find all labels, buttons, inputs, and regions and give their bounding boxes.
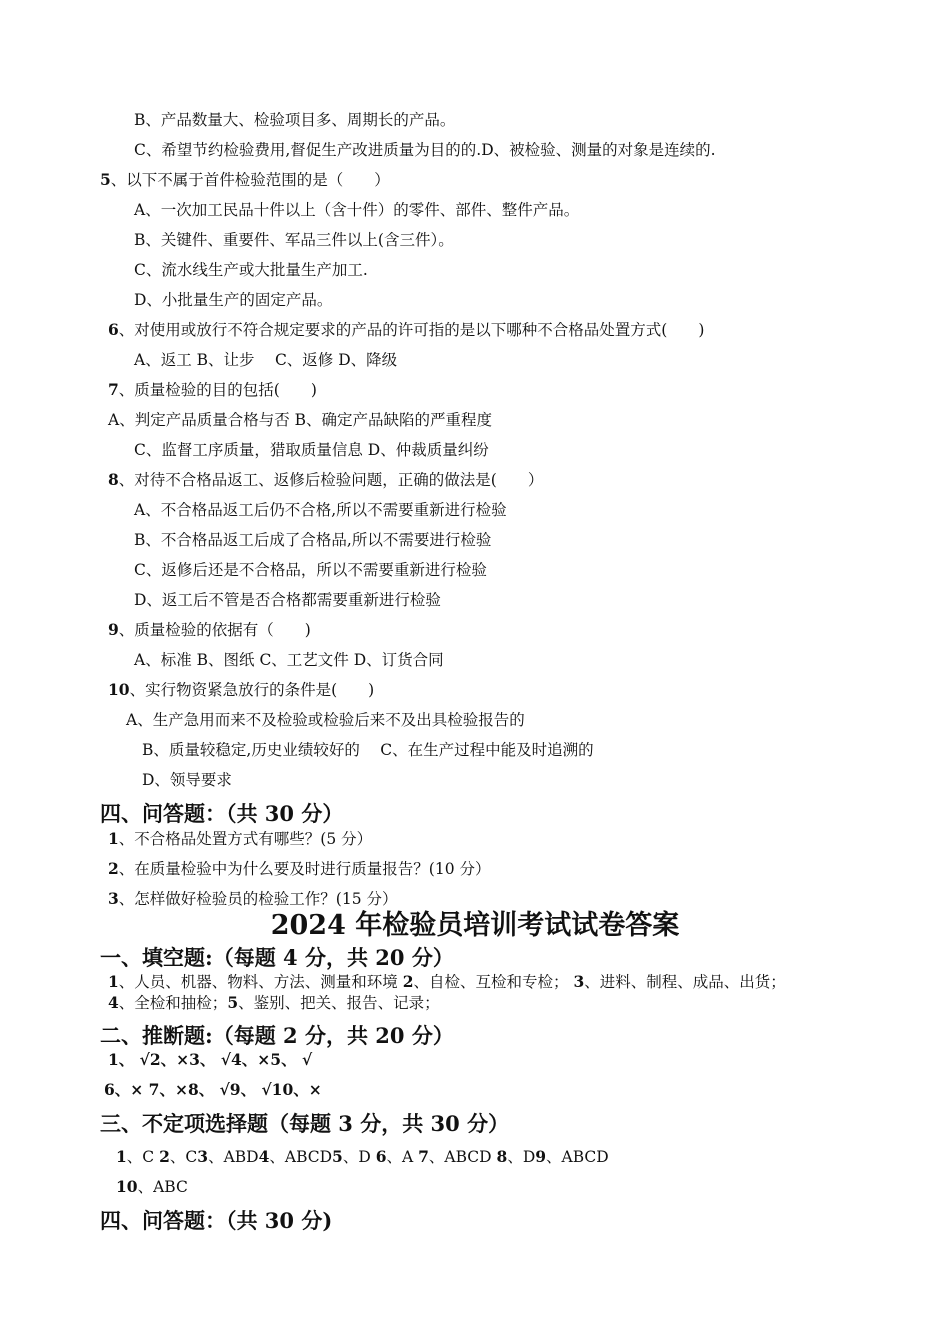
- answer-number: 10: [116, 1177, 138, 1196]
- answer-number: 5: [332, 1147, 343, 1166]
- q7-options-ab: A、判定产品质量合格与否 B、确定产品缺陷的严重程度: [108, 411, 493, 429]
- answers-s2-line1: 1、 √2、×3、 √4、×5、 √: [108, 1050, 313, 1069]
- q5-option-a: A、一次加工民品十件以上（含十件）的零件、部件、整件产品。: [134, 201, 580, 219]
- answer-number: 3: [197, 1147, 209, 1166]
- answer-text: 、鉴别、把关、报告、记录；: [238, 994, 440, 1012]
- answer-text: 、C: [169, 1148, 198, 1166]
- answer-number: 8: [496, 1147, 508, 1166]
- answer-number: 1: [116, 1147, 127, 1166]
- q6-question: [108, 320, 704, 340]
- q10-options-bc: B、质量较稳定,历史业绩较好的 C、在生产过程中能及时追溯的: [142, 741, 594, 759]
- answer-number: 7: [418, 1147, 429, 1166]
- q8-text: 、对待不合格品返工、返修后检验问题，正确的做法是( ）: [118, 471, 544, 489]
- q8-number: 8: [108, 470, 119, 489]
- answers-s4-heading: 四、问答题：（共 30 分): [100, 1208, 333, 1233]
- answer-number: 1: [108, 972, 119, 991]
- answer-text: 、ABCD: [428, 1148, 497, 1166]
- q6-number: 6: [108, 320, 119, 339]
- answer-text: 、ABC: [137, 1178, 188, 1196]
- answer-text: 、D: [342, 1148, 376, 1166]
- answer-text: 、ABCD: [269, 1148, 333, 1166]
- q5-option-d: D、小批量生产的固定产品。: [134, 291, 333, 309]
- section4-q2: 2、在质量检验中为什么要及时进行质量报告？(10 分）: [108, 859, 491, 878]
- answer-number: 2: [402, 972, 414, 991]
- section4-q1: 1、不合格品处置方式有哪些？(5 分）: [108, 829, 373, 848]
- section4-heading: 四、问答题：（共 30 分）: [100, 801, 344, 826]
- q9-number: 9: [108, 620, 119, 639]
- q9-options: A、标准 B、图纸 C、工艺文件 D、订货合同: [134, 651, 444, 669]
- answer-number: 4: [258, 1147, 270, 1166]
- answers-s1-line1: [108, 972, 786, 992]
- answers-title: 2024 年检验员培训考试试卷答案: [270, 910, 680, 941]
- q5-question: [100, 170, 390, 190]
- q8-question: [108, 470, 543, 490]
- answer-text: 、进料、制程、成品、出货；: [584, 973, 786, 991]
- answers-s3-line1: [116, 1147, 609, 1167]
- answers-s3-heading: 三、不定项选择题（每题 3 分，共 30 分）: [100, 1111, 510, 1136]
- q8-option-c: C、返修后还是不合格品，所以不需要重新进行检验: [134, 561, 487, 579]
- answer-text: 、全检和抽检；: [118, 994, 228, 1012]
- answer-number: 2: [159, 1147, 170, 1166]
- q7-number: 7: [108, 380, 119, 399]
- answer-text: 、C: [126, 1148, 160, 1166]
- answer-text: 、A: [386, 1148, 419, 1166]
- q9-text: 、质量检验的依据有（ ): [118, 621, 311, 639]
- answer-number: 4: [108, 993, 119, 1012]
- q10-text: 、实行物资紧急放行的条件是( ): [129, 681, 375, 699]
- q5-number: 5: [100, 170, 111, 189]
- q8-option-d: D、返工后不管是否合格都需要重新进行检验: [134, 591, 441, 609]
- q7-options-cd: C、监督工序质量，猎取质量信息 D、仲裁质量纠纷: [134, 441, 489, 459]
- q5-text: 、以下不属于首件检验范围的是（ ）: [110, 171, 390, 189]
- q5-option-c: C、流水线生产或大批量生产加工.: [134, 261, 368, 279]
- answers-s1-heading: 一、填空题:（每题 4 分，共 20 分）: [100, 945, 454, 970]
- answer-number: 6: [375, 1147, 387, 1166]
- answers-s2-line2: 6、× 7、×8、 √9、 √10、×: [104, 1080, 322, 1099]
- answers-s3-line2: [116, 1177, 188, 1197]
- answer-number: 5: [227, 993, 239, 1012]
- answer-text: 、D: [507, 1148, 536, 1166]
- answers-s2-heading: 二、推断题:（每题 2 分，共 20 分）: [100, 1023, 454, 1048]
- q5-option-b: B、关键件、重要件、军品三件以上(含三件）。: [134, 231, 454, 249]
- q10-option-a: A、生产急用而来不及检验或检验后来不及出具检验报告的: [126, 711, 525, 729]
- q10-option-d: D、领导要求: [142, 771, 232, 789]
- answer-number: 3: [573, 972, 585, 991]
- q6-options: A、返工 B、让步 C、返修 D、降级: [134, 351, 398, 369]
- q8-option-a: A、不合格品返工后仍不合格,所以不需要重新进行检验: [134, 501, 507, 519]
- answer-text: 、人员、机器、物料、方法、测量和环境: [118, 973, 403, 991]
- answers-s1-line2: [108, 993, 440, 1013]
- q10-question: [108, 680, 374, 700]
- answer-number: 9: [535, 1147, 547, 1166]
- answer-text: 、ABCD: [546, 1148, 609, 1166]
- q4-option-cd: C、希望节约检验费用,督促生产改进质量为目的的.D、被检验、测量的对象是连续的.: [134, 141, 716, 159]
- answer-text: 、自检、互检和专检；: [413, 973, 574, 991]
- q10-number: 10: [108, 680, 130, 699]
- q9-question: [108, 620, 311, 640]
- section4-q3: 3、怎样做好检验员的检验工作？(15 分）: [108, 889, 398, 908]
- q4-option-b: B、产品数量大、检验项目多、周期长的产品。: [134, 111, 456, 129]
- q8-option-b: B、不合格品返工后成了合格品,所以不需要进行检验: [134, 531, 492, 549]
- q7-question: [108, 380, 317, 400]
- answer-text: 、ABD: [208, 1148, 259, 1166]
- q7-text: 、质量检验的目的包括( ): [118, 381, 317, 399]
- q6-text: 、对使用或放行不符合规定要求的产品的许可指的是以下哪种不合格品处置方式( ): [118, 321, 705, 339]
